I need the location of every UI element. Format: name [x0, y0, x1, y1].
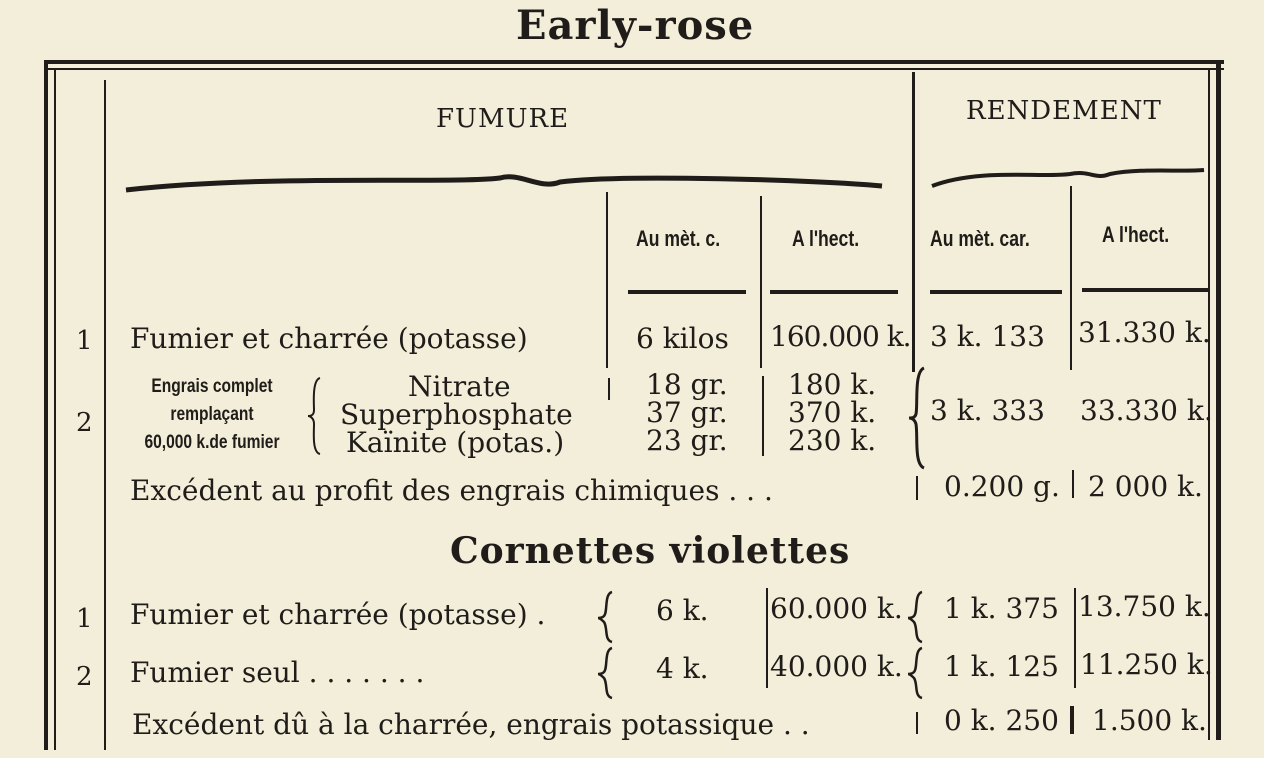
cell-met: 4 k.	[656, 652, 709, 685]
excedent-divider-3	[916, 712, 918, 734]
cell-rendement-hect: 1.500 k.	[1092, 704, 1207, 737]
num-column-rule	[104, 80, 106, 750]
side-label-line-2: remplaçant	[170, 404, 254, 425]
col-divider-met	[606, 192, 608, 368]
subheader-a-lhect-fumure: A l'hect.	[792, 226, 860, 251]
cell-hect: 60.000 k.	[770, 592, 903, 625]
cell-rendement-met: 3 k. 133	[930, 320, 1045, 353]
fertilizer-item-nitrate: Nitrate	[408, 370, 511, 403]
subheader-au-met-car: Au mèt. car.	[930, 226, 1030, 251]
curly-brace-icon	[906, 364, 930, 472]
side-label-line-1: Engrais complet	[151, 376, 273, 397]
cell-hect: 180 k.	[788, 368, 877, 401]
fertilizer-item-kainite: Kaïnite (potas.)	[346, 426, 565, 459]
row-number: 1	[76, 604, 93, 634]
curly-brace-icon	[906, 588, 928, 644]
cell-rendement-hect: 33.330 k.	[1080, 394, 1213, 427]
cell-met: 37 gr.	[646, 396, 728, 429]
table-title-cornettes-violettes: Cornettes violettes	[450, 530, 851, 572]
excedent-label: Excédent dû à la charrée, engrais potassique . .	[132, 708, 810, 741]
col-divider-cornettes-1	[766, 588, 768, 688]
cell-hect: 40.000 k.	[770, 650, 903, 683]
curly-brace-icon	[906, 644, 928, 700]
cell-met: 23 gr.	[646, 424, 728, 457]
cell-rendement-hect: 31.330 k.	[1078, 316, 1211, 349]
row-label: Fumier et charrée (potasse)	[130, 322, 528, 355]
cell-rendement-met: 0.200 g.	[944, 470, 1060, 503]
excedent-divider-1	[916, 476, 918, 500]
header-wave-ornament	[120, 160, 1220, 200]
col-divider-cornettes-2	[1074, 588, 1076, 688]
cell-met: 6 k.	[656, 594, 709, 627]
cell-hect: 370 k.	[788, 396, 877, 429]
frame-left-rule-thin	[54, 68, 56, 750]
frame-left-rule	[44, 60, 48, 750]
col-divider-hect	[760, 196, 762, 368]
curly-brace-icon	[596, 588, 618, 644]
subheader-underline-4	[1082, 288, 1208, 292]
cell-rendement-met: 3 k. 333	[930, 394, 1045, 427]
cell-rendement-hect: 13.750 k.	[1078, 590, 1211, 623]
cell-rendement-met: 1 k. 375	[944, 592, 1059, 625]
subheader-underline-1	[628, 290, 746, 294]
header-rendement: RENDEMENT	[966, 96, 1162, 126]
table-title-early-rose: Early-rose	[516, 2, 755, 49]
excedent-divider-4	[1070, 706, 1074, 734]
frame-top-rule-thin	[44, 68, 1224, 70]
frame-top-rule	[44, 60, 1224, 64]
subheader-underline-2	[770, 290, 898, 294]
cell-rendement-hect: 2 000 k.	[1088, 470, 1203, 503]
row-number: 1	[76, 326, 93, 356]
fumure-rendement-divider	[912, 72, 915, 372]
excedent-divider-2	[1072, 470, 1074, 498]
subheader-a-lhect-rendement: A l'hect.	[1102, 222, 1170, 247]
row-label: Fumier et charrée (potasse) .	[130, 598, 546, 631]
cell-met: 18 gr.	[646, 368, 728, 401]
header-fumure: FUMURE	[436, 104, 570, 134]
excedent-label: Excédent au profit des engrais chimiques . . .	[130, 474, 773, 507]
cell-hect: 160.000 k.	[770, 320, 911, 353]
col-divider-row2-b	[762, 376, 764, 456]
cell-rendement-met: 1 k. 125	[944, 650, 1059, 683]
curly-brace-icon	[596, 644, 618, 700]
row-number: 2	[76, 662, 93, 692]
subheader-au-met-c: Au mèt. c.	[636, 226, 721, 251]
cell-rendement-met: 0 k. 250	[944, 704, 1059, 737]
row-number: 2	[76, 408, 93, 438]
curly-brace-icon	[306, 374, 326, 458]
cell-hect: 230 k.	[788, 424, 877, 457]
col-divider-rendement	[1070, 186, 1072, 370]
row-label: Fumier seul . . . . . . .	[130, 656, 425, 689]
cell-met: 6 kilos	[636, 322, 729, 355]
subheader-underline-3	[930, 290, 1062, 294]
cell-rendement-hect: 11.250 k.	[1080, 648, 1213, 681]
col-divider-row2-a	[608, 378, 610, 400]
fertilizer-item-superphosphate: Superphosphate	[340, 398, 573, 431]
side-label-line-3: 60,000 k.de fumier	[144, 432, 280, 453]
